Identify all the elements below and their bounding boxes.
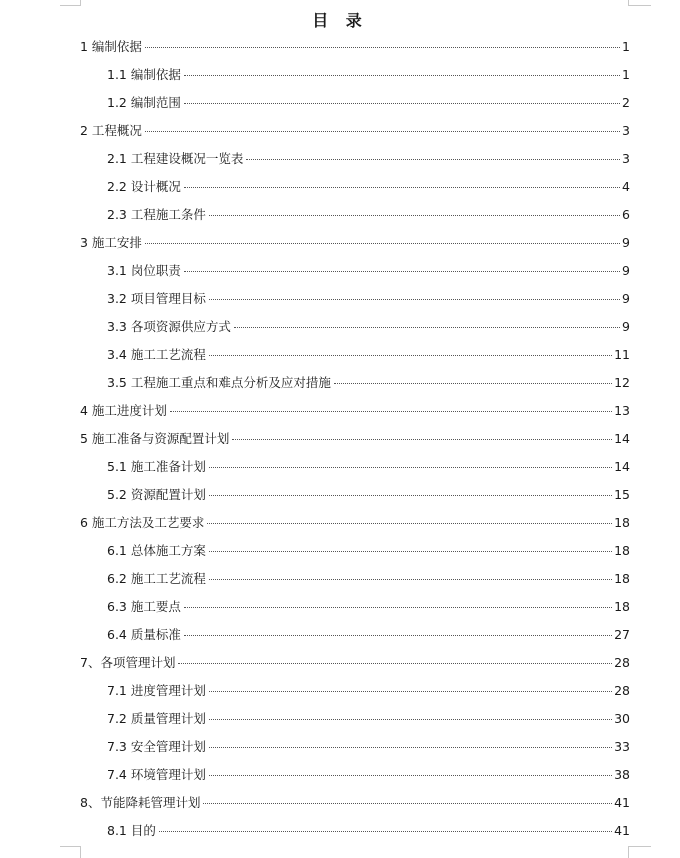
dot-leader [184, 75, 620, 76]
toc-entry-label: 3.4 施工工艺流程 [107, 347, 206, 362]
toc-entry-label: 6.2 施工工艺流程 [107, 571, 206, 586]
dot-leader [246, 159, 620, 160]
toc-entry-label: 1.2 编制范围 [107, 95, 181, 110]
dot-leader [145, 131, 620, 132]
dot-leader [170, 411, 612, 412]
toc-entry[interactable] [80, 37, 630, 57]
dot-leader [184, 103, 620, 104]
toc-entry-label: 7.1 进度管理计划 [107, 683, 206, 698]
toc-entry-label: 1.1 编制依据 [107, 67, 181, 82]
dot-leader [209, 495, 612, 496]
toc-entry[interactable] [107, 317, 630, 337]
dot-leader [209, 579, 612, 580]
toc-entry[interactable] [107, 289, 630, 309]
toc-entry-label: 7、各项管理计划 [80, 655, 176, 670]
dot-leader [209, 551, 612, 552]
toc-entry[interactable] [107, 457, 630, 477]
toc-entry-page-number: 11 [614, 347, 630, 362]
toc-entry-page-number: 2 [622, 95, 630, 110]
dot-leader [207, 523, 612, 524]
toc-entry-page-number: 9 [622, 319, 630, 334]
dot-leader [209, 299, 620, 300]
toc-entry-page-number: 14 [614, 459, 630, 474]
toc-entry-label: 5.1 施工准备计划 [107, 459, 206, 474]
toc-entry-page-number: 4 [622, 179, 630, 194]
toc-entry-page-number: 18 [614, 543, 630, 558]
dot-leader [334, 383, 612, 384]
toc-entry[interactable] [107, 625, 630, 645]
toc-entry[interactable] [80, 653, 630, 673]
toc-entry-label: 8.1 目的 [107, 823, 156, 838]
toc-entry-page-number: 41 [614, 823, 630, 838]
toc-entry-label: 5.2 资源配置计划 [107, 487, 206, 502]
toc-entry[interactable] [107, 345, 630, 365]
toc-entry[interactable] [107, 597, 630, 617]
toc-entry-page-number: 41 [614, 795, 630, 810]
toc-entry[interactable] [107, 541, 630, 561]
toc-entry-label: 7.3 安全管理计划 [107, 739, 206, 754]
toc-entry[interactable] [107, 821, 630, 841]
page-corner-mark [60, 846, 81, 858]
dot-leader [184, 635, 612, 636]
dot-leader [209, 691, 612, 692]
toc-entry-page-number: 38 [614, 767, 630, 782]
toc-entry-page-number: 3 [622, 151, 630, 166]
toc-entry-page-number: 28 [614, 683, 630, 698]
toc-entry-page-number: 33 [614, 739, 630, 754]
dot-leader [145, 243, 620, 244]
toc-entry-page-number: 9 [622, 263, 630, 278]
toc-entry-label: 6.1 总体施工方案 [107, 543, 206, 558]
toc-entry-page-number: 13 [614, 403, 630, 418]
toc-entry-page-number: 9 [622, 235, 630, 250]
toc-entry[interactable] [107, 737, 630, 757]
dot-leader [203, 803, 612, 804]
toc-entry-label: 2.3 工程施工条件 [107, 207, 206, 222]
dot-leader [184, 187, 620, 188]
dot-leader [209, 467, 612, 468]
dot-leader [232, 439, 612, 440]
toc-entry[interactable] [107, 65, 630, 85]
toc-entry[interactable] [107, 485, 630, 505]
toc-entry-label: 7.4 环境管理计划 [107, 767, 206, 782]
toc-entry-label: 3 施工安排 [80, 235, 142, 250]
toc-entry-label: 5 施工准备与资源配置计划 [80, 431, 230, 446]
toc-entry-page-number: 9 [622, 291, 630, 306]
toc-entry-page-number: 18 [614, 515, 630, 530]
toc-entry[interactable] [80, 793, 630, 813]
toc-entry[interactable] [80, 429, 630, 449]
dot-leader [209, 775, 612, 776]
toc-entry[interactable] [80, 121, 630, 141]
page-corner-mark [628, 0, 651, 6]
dot-leader [209, 719, 612, 720]
toc-entry-page-number: 6 [622, 207, 630, 222]
toc-entry-label: 7.2 质量管理计划 [107, 711, 206, 726]
toc-entry-label: 1 编制依据 [80, 39, 142, 54]
dot-leader [145, 47, 620, 48]
toc-title: 目 录 [312, 11, 368, 30]
toc-entry[interactable] [107, 177, 630, 197]
toc-entry-page-number: 18 [614, 571, 630, 586]
dot-leader [209, 215, 620, 216]
page-corner-mark [60, 0, 81, 6]
toc-entry-label: 3.5 工程施工重点和难点分析及应对措施 [107, 375, 331, 390]
toc-entry-page-number: 12 [614, 375, 630, 390]
toc-entry-page-number: 27 [614, 627, 630, 642]
toc-entry-label: 4 施工进度计划 [80, 403, 167, 418]
dot-leader [209, 355, 612, 356]
toc-entry-label: 2.1 工程建设概况一览表 [107, 151, 244, 166]
toc-entry[interactable] [107, 569, 630, 589]
toc-entry-page-number: 28 [614, 655, 630, 670]
dot-leader [184, 607, 612, 608]
toc-entry[interactable] [107, 681, 630, 701]
toc-entry[interactable] [107, 765, 630, 785]
dot-leader [178, 663, 612, 664]
toc-entry[interactable] [107, 205, 630, 225]
dot-leader [184, 271, 620, 272]
toc-entry-page-number: 30 [614, 711, 630, 726]
toc-entry-label: 6 施工方法及工艺要求 [80, 515, 205, 530]
toc-entry[interactable] [107, 93, 630, 113]
page-corner-mark [628, 846, 651, 858]
toc-entry-label: 3.3 各项资源供应方式 [107, 319, 231, 334]
toc-entry[interactable] [107, 709, 630, 729]
toc-entry-label: 3.2 项目管理目标 [107, 291, 206, 306]
dot-leader [159, 831, 612, 832]
toc-entry-label: 6.3 施工要点 [107, 599, 181, 614]
toc-entry-page-number: 1 [622, 39, 630, 54]
toc-entry-label: 6.4 质量标准 [107, 627, 181, 642]
dot-leader [209, 747, 612, 748]
toc-entry-label: 2 工程概况 [80, 123, 142, 138]
toc-entry-label: 8、节能降耗管理计划 [80, 795, 201, 810]
toc-entry-page-number: 14 [614, 431, 630, 446]
dot-leader [234, 327, 620, 328]
toc-entry-page-number: 18 [614, 599, 630, 614]
toc-entry[interactable] [107, 373, 630, 393]
toc-entry-page-number: 1 [622, 67, 630, 82]
toc-entry[interactable] [80, 513, 630, 533]
toc-entry-page-number: 3 [622, 123, 630, 138]
toc-entry-label: 2.2 设计概况 [107, 179, 181, 194]
toc-entry-page-number: 15 [614, 487, 630, 502]
toc-entry[interactable] [80, 401, 630, 421]
toc-entry[interactable] [80, 233, 630, 253]
toc-entry-label: 3.1 岗位职责 [107, 263, 181, 278]
toc-entry[interactable] [107, 261, 630, 281]
toc-entry[interactable] [107, 149, 630, 169]
